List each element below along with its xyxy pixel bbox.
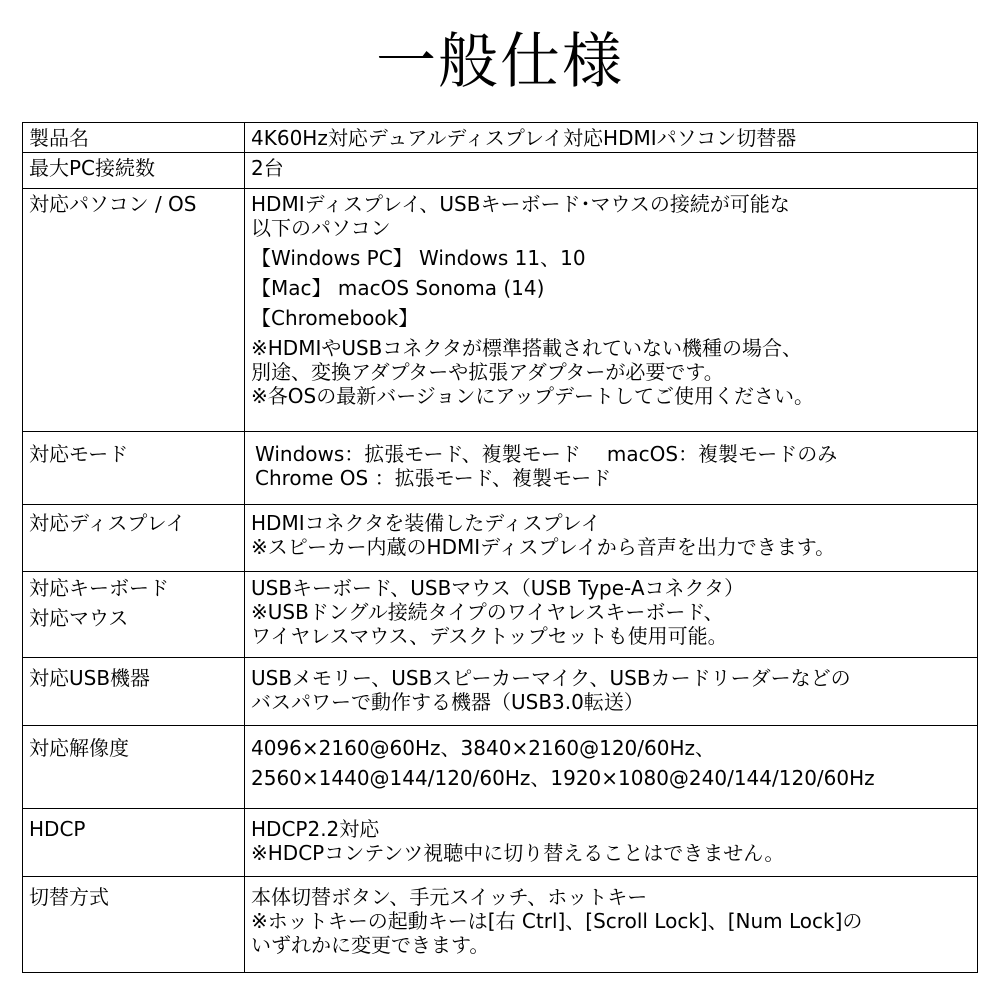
- table-row: [23, 189, 978, 432]
- spec-table: [22, 122, 978, 973]
- row-label: 対応解像度: [23, 726, 245, 809]
- row-value: HDMIコネクタを装備したディスプレイ ※スピーカー内蔵のHDMIディスプレイから音声を出力できます。: [245, 505, 978, 572]
- row-label: 対応ディスプレイ: [23, 505, 245, 572]
- table-row: [23, 658, 978, 726]
- row-label: HDCP: [23, 809, 245, 877]
- row-label: 切替方式: [23, 877, 245, 973]
- row-label: 対応USB機器: [23, 658, 245, 726]
- table-row: [23, 572, 978, 658]
- table-row: [23, 877, 978, 973]
- row-value: 本体切替ボタン、手元スイッチ、ホットキー ※ホットキーの起動キーは[右 Ctrl]、[Scroll Lock]、[Num Lock]の いずれかに変更できます。: [245, 877, 978, 973]
- row-label: 製品名: [23, 123, 245, 153]
- row-value: 4K60Hz対応デュアルディスプレイ対応HDMIパソコン切替器: [245, 123, 978, 153]
- table-row: [23, 432, 978, 505]
- row-label: 最大PC接続数: [23, 153, 245, 189]
- row-value: HDMIディスプレイ、USBキーボード･マウスの接続が可能な 以下のパソコン 【Windows PC】 Windows 11、10 【Mac】 macOS Sonoma (14) 【Chromebook】 ※HDMIやUSBコネクタが標準搭載されていない機種の場合、 別途、変換アダプターや拡張アダプターが必要です。 ※各OSの最新バージョンにアップデートしてご使用ください。: [245, 189, 978, 432]
- table-row: [23, 505, 978, 572]
- row-value: Windows：拡張モード、複製モード macOS：複製モードのみ Chrome OS ：拡張モード、複製モード: [245, 432, 978, 505]
- row-label: 対応モード: [23, 432, 245, 505]
- table-row: [23, 123, 978, 153]
- row-label: 対応パソコン / OS: [23, 189, 245, 432]
- table-row: [23, 726, 978, 809]
- row-value: USBメモリー、USBスピーカーマイク、USBカードリーダーなどの バスパワーで動作する機器（USB3.0転送）: [245, 658, 978, 726]
- row-value: USBキーボード、USBマウス（USB Type-Aコネクタ） ※USBドングル接続タイプのワイヤレスキーボード、 ワイヤレスマウス、デスクトップセットも使用可能。: [245, 572, 978, 658]
- page-title: 一般仕様: [376, 27, 624, 97]
- row-value: 4096×2160@60Hz、3840×2160@120/60Hz、 2560×1440@144/120/60Hz、1920×1080@240/144/120/60Hz: [245, 726, 978, 809]
- row-value: HDCP2.2対応 ※HDCPコンテンツ視聴中に切り替えることはできません。: [245, 809, 978, 877]
- row-label: 対応キーボード 対応マウス: [23, 572, 245, 658]
- table-row: [23, 153, 978, 189]
- table-row: [23, 809, 978, 877]
- row-value: 2台: [245, 153, 978, 189]
